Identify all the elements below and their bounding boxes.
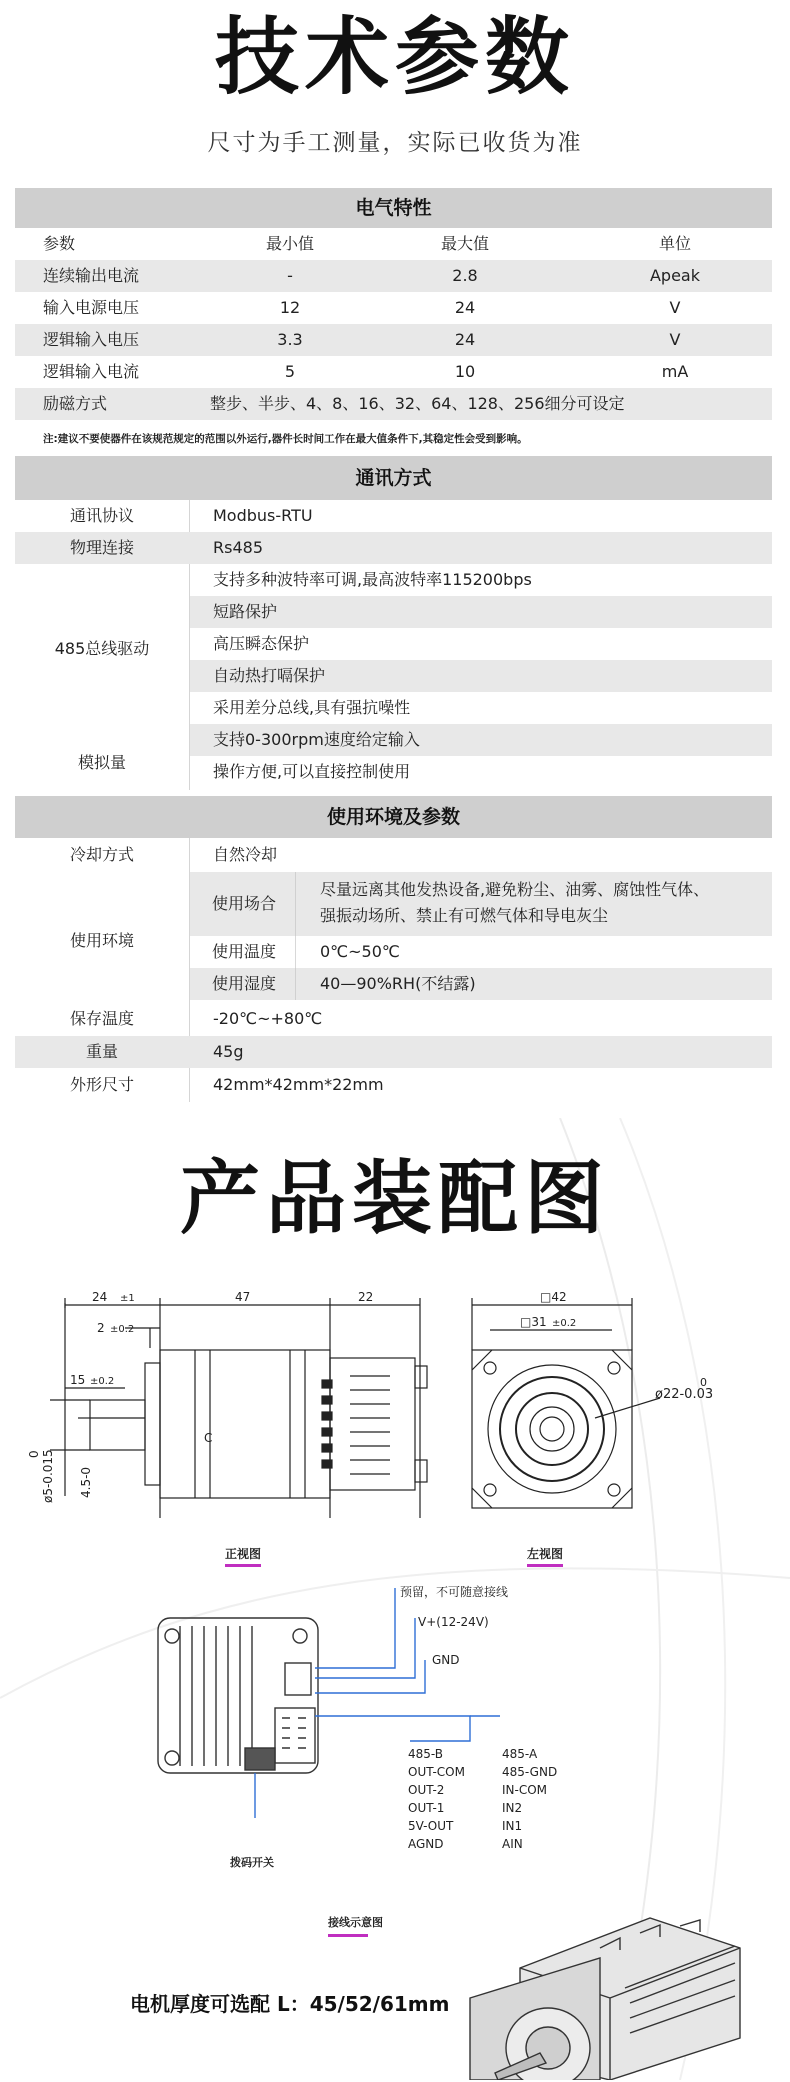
dim-shaft: ø5-0.015 xyxy=(41,1449,55,1503)
dim-pm02c: ±0.2 xyxy=(552,1318,577,1329)
cell-label: 冷却方式 xyxy=(69,845,134,864)
comm-heading: 通讯方式 xyxy=(15,456,772,500)
dim-phi22: ø22-0.03 xyxy=(655,1387,714,1402)
dim-pm1: ±1 xyxy=(120,1293,135,1304)
gnd-label: GND xyxy=(432,1653,460,1667)
dim-flat: 4.5-0 xyxy=(79,1466,93,1498)
cell-label: 保存温度 xyxy=(69,1009,134,1028)
cell-sublabel: 使用温度 xyxy=(212,942,277,961)
cell-unit: V xyxy=(669,330,681,349)
wiring-labels xyxy=(230,1584,557,1929)
dim-phi22-zero: 0 xyxy=(700,1376,707,1389)
dip-switch-label: 拨码开关 xyxy=(230,1856,274,1869)
table-row xyxy=(190,756,772,788)
cell-max: 2.8 xyxy=(452,266,478,285)
cell-sublabel: 使用湿度 xyxy=(212,974,277,993)
left-view xyxy=(472,1298,660,1508)
cell-param: 励磁方式 xyxy=(43,394,108,413)
dim-2: 2 xyxy=(97,1321,105,1335)
footnote: 注:建议不要使器件在该规范规定的范围以外运行,器件长时间工作在最大值条件下,其稳定性会受到影响。 xyxy=(43,433,528,445)
cell-min: 5 xyxy=(284,362,296,381)
pin-right: 485-GND xyxy=(502,1765,558,1779)
dim-24: 24 xyxy=(92,1290,108,1304)
driver-label: 485总线驱动 xyxy=(54,639,150,658)
cell-label: 外形尺寸 xyxy=(69,1075,134,1094)
assembly-title: 产品装配图 xyxy=(180,1152,610,1245)
col-max: 最大值 xyxy=(440,234,489,253)
table-row xyxy=(15,292,772,324)
dim-pm02a: ±0.2 xyxy=(110,1324,135,1335)
cell-unit: V xyxy=(669,298,681,317)
front-dims xyxy=(27,1290,373,1561)
table-row xyxy=(15,1068,772,1102)
front-view-label: 正视图 xyxy=(224,1547,262,1561)
table-row xyxy=(190,564,772,596)
cell-value: Modbus-RTU xyxy=(213,506,313,525)
electrical-table xyxy=(15,188,772,456)
table-row xyxy=(15,1036,772,1068)
pin-right: IN2 xyxy=(502,1801,523,1815)
table-row xyxy=(15,500,772,532)
cell-value: 采用差分总线,具有强抗噪性 xyxy=(213,698,411,717)
table-row xyxy=(190,968,772,1000)
table-row xyxy=(15,324,772,356)
cell-value: 整步、半步、4、8、16、32、64、128、256细分可设定 xyxy=(210,394,625,413)
wiring-label: 接线示意图 xyxy=(328,1916,383,1929)
table-row xyxy=(15,838,772,872)
pin-right: AIN xyxy=(502,1837,523,1851)
table-row xyxy=(190,724,772,756)
pin-right: 485-A xyxy=(502,1747,538,1761)
dim-sq31: □31 xyxy=(520,1315,547,1329)
cell-value: Rs485 xyxy=(213,538,263,557)
reserved-label: 预留，不可随意接线 xyxy=(400,1585,509,1599)
dim-sq42: □42 xyxy=(540,1290,567,1304)
page-subtitle: 尺寸为手工测量，实际已收货为准 xyxy=(207,130,583,156)
dim-shaft-zero: 0 xyxy=(27,1450,41,1458)
letter-c: C xyxy=(204,1431,213,1445)
left-view-underline xyxy=(527,1564,563,1567)
left-view-label: 左视图 xyxy=(526,1547,564,1561)
cell-value: 支持0-300rpm速度给定输入 xyxy=(213,730,420,749)
thickness-note: 电机厚度可选配 L：45/52/61mm xyxy=(130,1992,450,2016)
usage-label: 使用环境 xyxy=(69,931,134,950)
cell-label: 通讯协议 xyxy=(69,506,134,525)
electrical-heading: 电气特性 xyxy=(15,188,772,228)
cell-param: 逻辑输入电流 xyxy=(43,362,140,381)
cell-max: 24 xyxy=(454,298,476,317)
cell-value: 45g xyxy=(213,1042,244,1061)
cell-value: 高压瞬态保护 xyxy=(213,634,310,653)
cell-value: 自然冷却 xyxy=(213,845,278,864)
table-row xyxy=(190,872,772,936)
pin-right: IN1 xyxy=(502,1819,523,1833)
cell-value: 0℃~50℃ xyxy=(320,942,400,961)
analog-label: 模拟量 xyxy=(77,753,126,772)
cell-value: 强振动场所、禁止有可燃气体和导电灰尘 xyxy=(320,906,609,925)
col-min: 最小值 xyxy=(265,234,314,253)
page-title: 技术参数 xyxy=(214,8,575,106)
table-row xyxy=(15,260,772,292)
env-heading: 使用环境及参数 xyxy=(15,796,772,838)
front-view xyxy=(50,1298,427,1518)
wiring-underline xyxy=(328,1934,368,1937)
cell-sublabel: 使用场合 xyxy=(212,894,277,913)
pin-left: AGND xyxy=(408,1837,444,1851)
pin-right: IN-COM xyxy=(502,1783,548,1797)
pin-left: OUT-1 xyxy=(408,1801,445,1815)
comm-table xyxy=(15,456,772,790)
cell-max: 24 xyxy=(454,330,476,349)
cell-min: 3.3 xyxy=(277,330,303,349)
dim-22: 22 xyxy=(358,1290,374,1304)
cell-param: 逻辑输入电压 xyxy=(43,330,140,349)
cell-min: - xyxy=(287,266,293,285)
front-view-underline xyxy=(225,1564,261,1567)
cell-value: 操作方便,可以直接控制使用 xyxy=(213,762,411,781)
cell-max: 10 xyxy=(454,362,476,381)
cell-param: 输入电源电压 xyxy=(43,298,140,317)
driver-board xyxy=(158,1618,318,1773)
table-row xyxy=(190,936,772,968)
table-row xyxy=(190,660,772,692)
col-unit: 单位 xyxy=(658,234,691,253)
pin-left: 5V-OUT xyxy=(408,1819,454,1833)
col-param: 参数 xyxy=(43,234,76,253)
assembly-drawing xyxy=(0,1118,790,2080)
cell-value: 尽量远离其他发热设备,避免粉尘、油雾、腐蚀性气体、 xyxy=(320,880,710,899)
cell-min: 12 xyxy=(279,298,301,317)
cell-value: 支持多种波特率可调,最高波特率115200bps xyxy=(213,570,532,589)
pin-left: OUT-2 xyxy=(408,1783,445,1797)
cell-value: 42mm*42mm*22mm xyxy=(213,1075,384,1094)
cell-label: 重量 xyxy=(85,1042,118,1061)
table-row xyxy=(15,1002,772,1036)
env-table xyxy=(15,796,772,1102)
cell-value: 短路保护 xyxy=(213,602,278,621)
motor-3d xyxy=(470,1918,740,2080)
cell-value: -20℃~+80℃ xyxy=(213,1009,323,1028)
table-row xyxy=(15,356,772,388)
dim-47: 47 xyxy=(235,1290,251,1304)
table-row xyxy=(190,628,772,660)
vplus-label: V+(12-24V) xyxy=(418,1615,489,1629)
table-row xyxy=(15,388,772,420)
table-header-row xyxy=(15,228,772,260)
pin-left: 485-B xyxy=(408,1747,444,1761)
pin-left: OUT-COM xyxy=(408,1765,465,1779)
cell-unit: Apeak xyxy=(649,266,700,285)
left-dims xyxy=(520,1290,713,1561)
table-row xyxy=(15,532,772,564)
cell-label: 物理连接 xyxy=(69,538,134,557)
cell-unit: mA xyxy=(661,362,689,381)
dim-pm02b: ±0.2 xyxy=(90,1376,115,1387)
dim-15: 15 xyxy=(70,1373,86,1387)
table-row xyxy=(190,692,772,724)
table-row xyxy=(190,596,772,628)
cell-value: 自动热打嗝保护 xyxy=(213,666,326,685)
cell-value: 40—90%RH(不结露) xyxy=(320,974,476,993)
cell-param: 连续输出电流 xyxy=(43,266,140,285)
